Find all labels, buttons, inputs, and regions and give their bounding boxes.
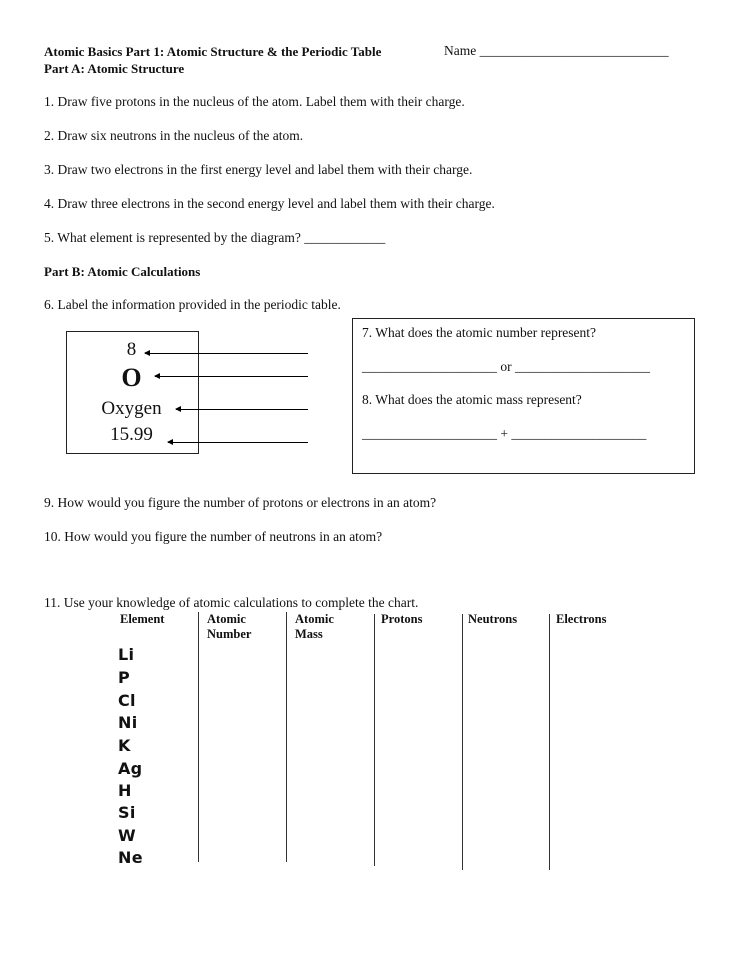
tile-atomic-mass: 15.99 bbox=[110, 424, 153, 445]
question-8-answer[interactable]: ____________________ + ____________________ bbox=[362, 426, 647, 441]
part-a-heading: Part A: Atomic Structure bbox=[44, 61, 185, 76]
element-row: Li bbox=[118, 645, 135, 664]
element-row: Ni bbox=[118, 713, 138, 732]
worksheet-title: Atomic Basics Part 1: Atomic Structure & the Periodic Table bbox=[44, 44, 382, 59]
arrow-element-name bbox=[176, 409, 308, 410]
column-divider-4 bbox=[462, 614, 463, 870]
element-row: Ne bbox=[118, 848, 143, 867]
question-9: 9. How would you figure the number of protons or electrons in an atom? bbox=[44, 495, 437, 510]
element-row: Cl bbox=[118, 691, 136, 710]
header-electrons: Electrons bbox=[556, 612, 607, 626]
header-atomic-number-2: Number bbox=[207, 627, 252, 641]
arrow-symbol bbox=[155, 376, 308, 377]
question-3: 3. Draw two electrons in the first energy level and label them with their charge. bbox=[44, 162, 473, 177]
tile-element-name: Oxygen bbox=[101, 398, 162, 419]
column-divider-1 bbox=[198, 612, 199, 862]
name-field[interactable]: Name ____________________________ bbox=[444, 43, 669, 58]
question-6: 6. Label the information provided in the periodic table. bbox=[44, 297, 341, 312]
header-element: Element bbox=[120, 612, 165, 626]
element-row: H bbox=[118, 781, 132, 800]
question-5[interactable]: 5. What element is represented by the diagram? ____________ bbox=[44, 230, 386, 245]
question-11: 11. Use your knowledge of atomic calculations to complete the chart. bbox=[44, 595, 419, 610]
column-divider-5 bbox=[549, 614, 550, 870]
column-divider-3 bbox=[374, 614, 375, 866]
question-2: 2. Draw six neutrons in the nucleus of the atom. bbox=[44, 128, 304, 143]
header-protons: Protons bbox=[381, 612, 423, 626]
element-row: W bbox=[118, 826, 136, 845]
question-7-answer[interactable]: ____________________ or ____________________ bbox=[362, 359, 650, 374]
question-7: 7. What does the atomic number represent? bbox=[362, 325, 597, 340]
element-row: P bbox=[118, 668, 131, 687]
element-row: K bbox=[118, 736, 131, 755]
header-atomic-mass-2: Mass bbox=[295, 627, 323, 641]
tile-symbol: O bbox=[121, 363, 142, 392]
header-atomic-mass-1: Atomic bbox=[295, 612, 334, 626]
header-atomic-number-1: Atomic bbox=[207, 612, 246, 626]
part-b-heading: Part B: Atomic Calculations bbox=[44, 264, 201, 279]
arrow-atomic-mass bbox=[168, 442, 308, 443]
tile-atomic-number: 8 bbox=[126, 339, 137, 360]
element-row: Ag bbox=[118, 759, 143, 778]
question-1: 1. Draw five protons in the nucleus of the atom. Label them with their charge. bbox=[44, 94, 465, 109]
question-10: 10. How would you figure the number of neutrons in an atom? bbox=[44, 529, 383, 544]
arrow-atomic-number bbox=[145, 353, 308, 354]
column-divider-2 bbox=[286, 612, 287, 862]
question-4: 4. Draw three electrons in the second energy level and label them with their charge. bbox=[44, 196, 495, 211]
header-neutrons: Neutrons bbox=[468, 612, 518, 626]
question-8: 8. What does the atomic mass represent? bbox=[362, 392, 582, 407]
element-row: Si bbox=[118, 803, 136, 822]
